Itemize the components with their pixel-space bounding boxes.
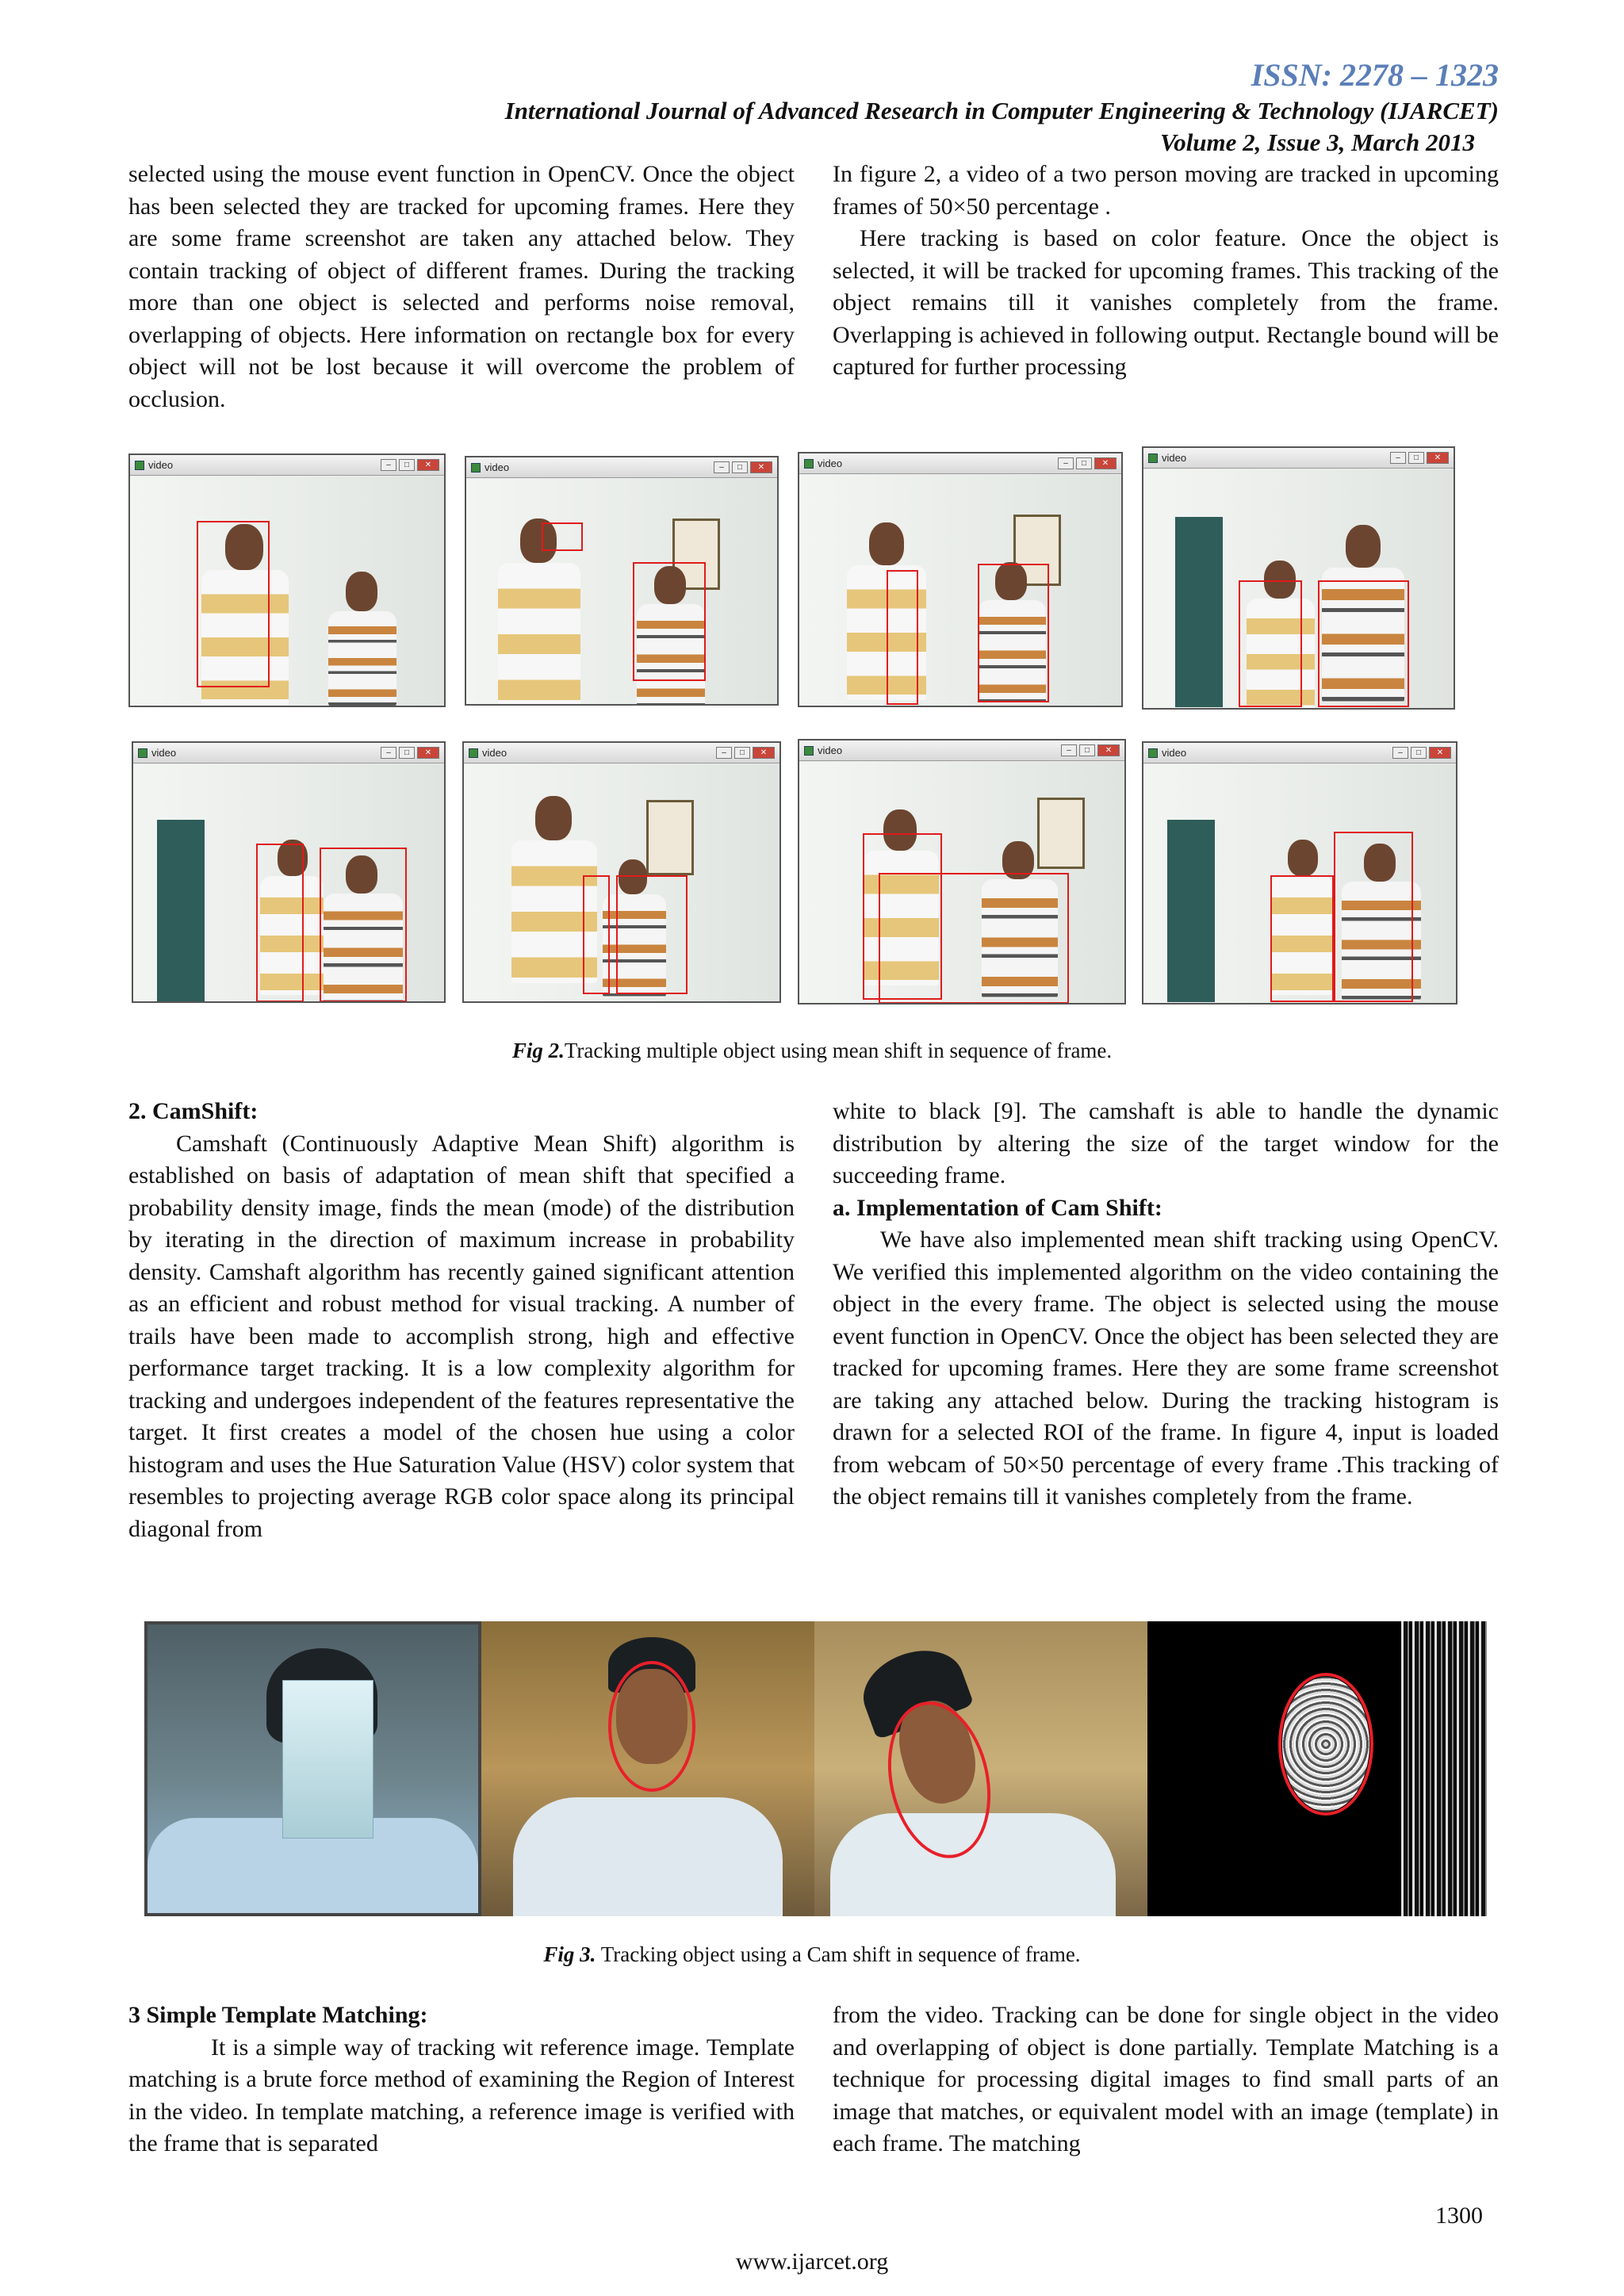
- camshift-right-column: [833, 1096, 1499, 1513]
- window-title: video: [482, 747, 508, 759]
- tracking-box: [1334, 832, 1413, 1002]
- top-left-paragraph: selected using the mouse event function in OpenCV. Once the object has been selected they are tracked for upcoming frames. Here they are some frame screenshot are taken any attached below. They contain tracking of object of different frames. During the tracking more than one object is selected and performs noise removal, overlapping of objects. Here information on rectangle box for every object will not be lost because it will overcome the problem of occlusion.: [128, 161, 795, 412]
- window-app-icon: [1148, 453, 1158, 463]
- close-icon: ✕: [417, 747, 439, 759]
- window-titlebar: [799, 740, 1124, 761]
- fig2-frame: [465, 456, 779, 706]
- close-icon: ✕: [1427, 452, 1449, 464]
- fig2-frame: [1142, 446, 1455, 710]
- tracking-box: [1318, 580, 1409, 707]
- top-right-paragraph-1: In figure 2, a video of a two person moving are tracked in upcoming frames of 50×50 percentage .: [833, 161, 1499, 220]
- wall-poster: [646, 800, 694, 875]
- window-app-icon: [804, 746, 814, 756]
- tracking-box: [633, 562, 706, 681]
- window-app-icon: [1148, 748, 1158, 758]
- template-right-paragraph: from the video. Tracking can be done for single object in the video and overlapping of object is done partially. Template Matching is a technique for processing digital images to find small parts of an image that matches, or equivalent model with an image (template) in each frame. The matching: [833, 2002, 1499, 2156]
- page-header: [0, 55, 1499, 159]
- tracking-box: [879, 873, 1069, 1004]
- frame-scene: [133, 764, 444, 1001]
- minimize-icon: –: [1390, 452, 1406, 464]
- template-patch: [282, 1680, 373, 1839]
- fig3-caption-text: Tracking object using a Cam shift in sequence of frame.: [600, 1942, 1081, 1966]
- window-titlebar: [1143, 448, 1454, 469]
- maximize-icon: □: [399, 747, 415, 759]
- template-right-column: [833, 1999, 1499, 2160]
- fig2-frame: [798, 452, 1123, 707]
- template-heading: 3 Simple Template Matching:: [128, 2002, 428, 2028]
- tracking-box: [583, 875, 610, 994]
- maximize-icon: □: [734, 747, 750, 759]
- minimize-icon: –: [1058, 457, 1074, 469]
- fig3-frames: [144, 1621, 1487, 1916]
- maximize-icon: □: [1411, 747, 1427, 759]
- wall-door: [1167, 820, 1215, 1002]
- tracking-box: [197, 521, 270, 687]
- wall-poster: [1037, 798, 1085, 869]
- maximize-icon: □: [1079, 744, 1095, 756]
- tracking-box: [542, 522, 583, 551]
- window-title: video: [1162, 452, 1187, 464]
- camshift-left-column: [128, 1096, 795, 1545]
- frame-scene: [799, 762, 1124, 1003]
- tracking-box: [256, 844, 304, 1002]
- close-icon: ✕: [750, 461, 772, 473]
- window-title: video: [485, 461, 510, 473]
- journal-title: International Journal of Advanced Research in Computer Engineering & Technology (IJARCET): [504, 97, 1499, 124]
- frame-scene: [130, 476, 444, 706]
- window-title: video: [148, 459, 174, 471]
- minimize-icon: –: [716, 747, 732, 759]
- frame-scene: [464, 764, 779, 1001]
- camshift-implementation-paragraph: We have also implemented mean shift tracking using OpenCV. We verified this implemented algorithm on the video containing the object in the every frame. The object is selected using the mouse event function in OpenCV. Once the object has been selected they are tracked for upcoming frames. Here they are some frame screenshot are taking any attached below. During the tracking histogram is drawn for a selected ROI of the frame. In figure 4, input is loaded from webcam of 50×50 percentage of every frame .This tracking of the object remains till it vanishes completely from the frame.: [833, 1226, 1499, 1510]
- tracking-box: [616, 875, 688, 994]
- tracking-box: [1239, 580, 1302, 707]
- fig3-frame: [481, 1621, 814, 1916]
- volume-info: Volume 2, Issue 3, March 2013: [1159, 128, 1475, 156]
- wall-door: [1175, 517, 1223, 707]
- fig3-frame: [814, 1621, 1147, 1916]
- fig2-frame: [798, 739, 1126, 1004]
- window-titlebar: [466, 457, 777, 478]
- window-titlebar: [130, 455, 444, 476]
- fig3-caption: [0, 1941, 1624, 1968]
- close-icon: ✕: [753, 747, 775, 759]
- fig2-frame: [1142, 741, 1457, 1004]
- fig2-frame: [128, 453, 446, 707]
- template-left-column: [128, 1999, 795, 2160]
- fig2-frame: [462, 741, 781, 1003]
- camshift-right-paragraph: white to black [9]. The camshaft is able to handle the dynamic distribution by altering the size of the target window for the succeeding frame.: [833, 1098, 1499, 1188]
- fig2-caption-label: Fig 2.: [511, 1039, 565, 1062]
- window-app-icon: [138, 748, 147, 758]
- maximize-icon: □: [1076, 457, 1092, 469]
- fig2-caption-text: Tracking multiple object using mean shift in sequence of frame.: [564, 1039, 1113, 1062]
- top-left-column: [128, 159, 795, 415]
- window-titlebar: [799, 453, 1121, 474]
- window-title: video: [818, 457, 843, 469]
- page-number: 1300: [1435, 2202, 1483, 2229]
- frame-scene: [799, 475, 1121, 706]
- maximize-icon: □: [732, 461, 748, 473]
- issn: ISSN: 2278 – 1323: [1251, 57, 1499, 93]
- window-app-icon: [135, 461, 144, 470]
- close-icon: ✕: [1094, 457, 1116, 469]
- tracking-box: [320, 848, 407, 1002]
- window-titlebar: [464, 743, 779, 763]
- minimize-icon: –: [381, 459, 396, 471]
- frame-scene: [1143, 764, 1456, 1003]
- footer-url: www.ijarcet.org: [735, 2248, 889, 2275]
- template-left-paragraph: It is a simple way of tracking wit reference image. Template matching is a brute force method of examining the Region of Interest in the video. In template matching, a reference image is verified with the frame that is separated: [128, 2034, 795, 2156]
- close-icon: ✕: [417, 459, 439, 471]
- fig3-caption-label: Fig 3.: [543, 1942, 596, 1966]
- noise-texture: [1401, 1621, 1487, 1916]
- close-icon: ✕: [1429, 747, 1451, 759]
- maximize-icon: □: [399, 459, 415, 471]
- fig2-caption: [0, 1037, 1624, 1064]
- window-app-icon: [804, 459, 814, 469]
- shirt-shape: [513, 1797, 783, 1916]
- tracking-box: [887, 570, 918, 705]
- minimize-icon: –: [381, 747, 396, 759]
- tracking-box: [978, 564, 1049, 702]
- fig3-frame: [1147, 1621, 1487, 1916]
- minimize-icon: –: [714, 461, 730, 473]
- camshift-ellipse: [1278, 1673, 1373, 1816]
- window-app-icon: [469, 748, 478, 758]
- window-title: video: [151, 747, 177, 759]
- camshift-heading: 2. CamShift:: [128, 1098, 259, 1124]
- window-titlebar: [1143, 743, 1456, 763]
- window-titlebar: [133, 743, 444, 763]
- minimize-icon: –: [1061, 744, 1077, 756]
- fig2-frame: [132, 741, 446, 1003]
- top-right-paragraph-2: Here tracking is based on color feature. Once the object is selected, it will be tracked for upcoming frames. This tracking of the object remains till it vanishes completely from the frame. Overlapping is achieved in following output. Rectangle bound will be captured for further processing: [833, 225, 1499, 380]
- frame-scene: [1143, 469, 1454, 708]
- camshift-implementation-heading: a. Implementation of Cam Shift:: [833, 1194, 1162, 1221]
- window-title: video: [818, 744, 843, 756]
- window-app-icon: [471, 463, 481, 473]
- wall-door: [157, 820, 205, 1002]
- minimize-icon: –: [1392, 747, 1408, 759]
- maximize-icon: □: [1408, 452, 1424, 464]
- top-right-column: [833, 159, 1499, 384]
- close-icon: ✕: [1097, 744, 1120, 756]
- tracking-box: [1270, 875, 1334, 1002]
- frame-scene: [466, 479, 777, 704]
- fig3-frame: [144, 1621, 481, 1916]
- window-title: video: [1162, 747, 1187, 759]
- camshift-left-paragraph: Camshaft (Continuously Adaptive Mean Shift) algorithm is established on basis of adaptation of mean shift that specified a probability density image, finds the mean (mode) of the distribution by iterating in the direction of maximum increase in probability density. Camshaft algorithm has recently gained significant attention as an efficient and robust method for visual tracking. A number of trails have been made to accomplish strong, high and effective performance target tracking. It is a low complexity algorithm for tracking and undergoes independent of the features representative the target. It first creates a model of the chosen hue using a color histogram and uses the Hue Saturation Value (HSV) color system that resembles to projecting average RGB color space along its principal diagonal from: [128, 1130, 795, 1542]
- camshift-ellipse: [608, 1661, 695, 1792]
